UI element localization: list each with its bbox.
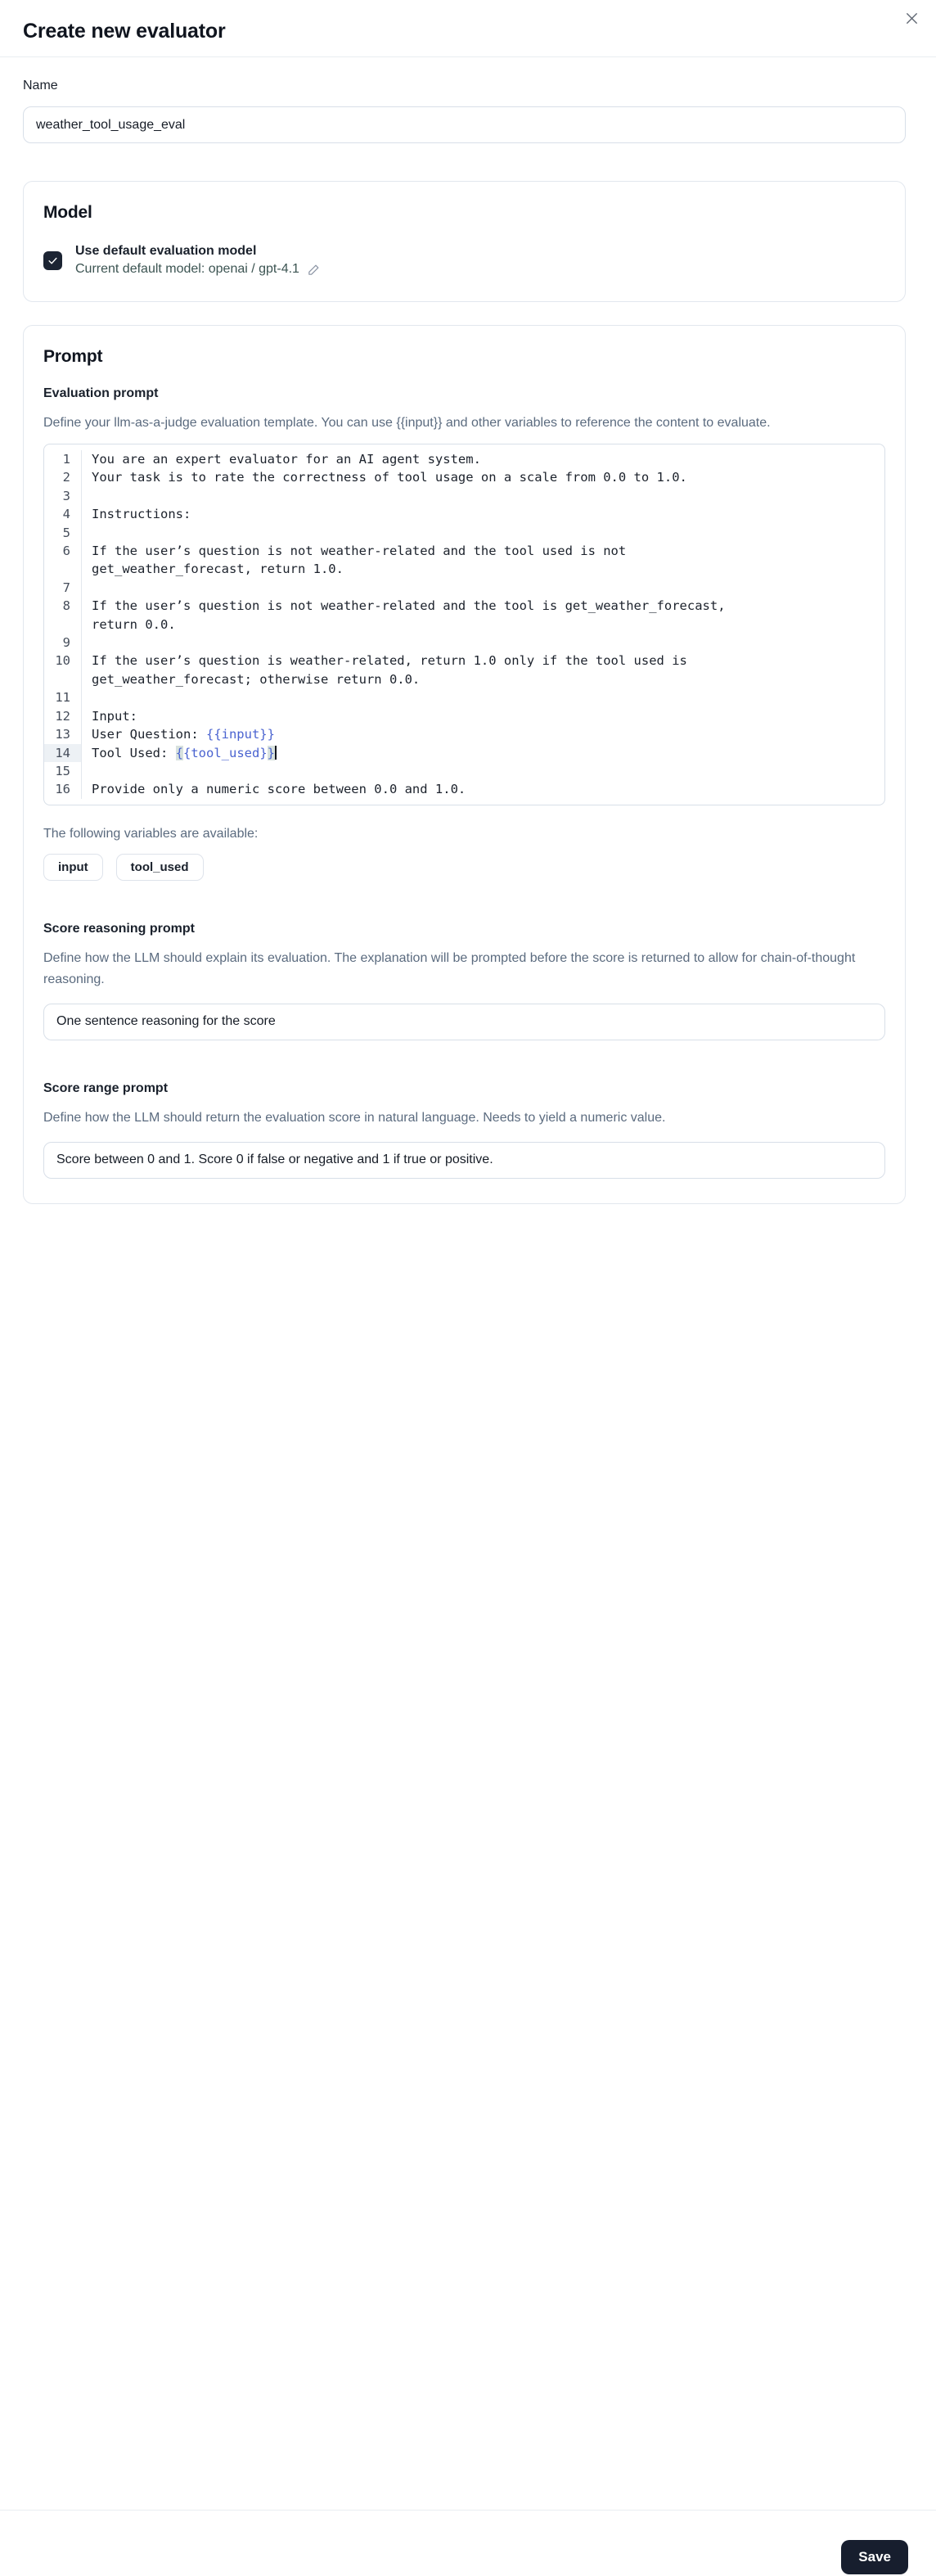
editor-line [44, 597, 884, 615]
prompt-card [23, 325, 906, 1204]
editor-line-number: 12 [44, 707, 82, 725]
score-range-description: Define how the LLM should return the evaluation score in natural language. Needs to yield a numeric value. [43, 1110, 666, 1125]
editor-line-code: Input: [92, 708, 137, 724]
editor-line-number [44, 670, 82, 688]
editor-line [44, 688, 884, 706]
evaluation-prompt-description: Define your llm-as-a-judge evaluation template. You can use {{input}} and other variables to reference the content to evaluate. [43, 416, 771, 430]
editor-line-code [82, 524, 884, 542]
use-default-model-label: Use default evaluation model [75, 244, 257, 258]
default-model-row [43, 244, 885, 277]
editor-line [44, 707, 884, 725]
score-reasoning-description: Define how the LLM should explain its evaluation. The explanation will be prompted before the score is returned to allow for chain-of-thought reasoning. [43, 950, 856, 986]
variable-chips [43, 854, 885, 881]
dialog-body [0, 57, 936, 1204]
dialog-footer [0, 2510, 936, 2576]
editor-line [44, 468, 884, 486]
score-range-label: Score range prompt [43, 1080, 169, 1095]
editor-line [44, 487, 884, 505]
editor-line-code: User Question: {{input}} [92, 727, 275, 742]
variable-chip-input[interactable]: input [43, 854, 103, 881]
evaluation-prompt-editor[interactable] [43, 444, 885, 805]
editor-line-code: get_weather_forecast, return 1.0. [92, 562, 344, 577]
editor-line [44, 450, 884, 468]
text-caret [275, 746, 277, 760]
editor-line-code: You are an expert evaluator for an AI agent system. [92, 452, 481, 467]
editor-line-number: 3 [44, 487, 82, 505]
editor-line [44, 652, 884, 670]
editor-line [44, 560, 884, 578]
editor-line-number: 6 [44, 542, 82, 560]
editor-line-code: Tool Used: {{tool_used}} [92, 745, 275, 760]
editor-line-number [44, 616, 82, 634]
score-reasoning-input[interactable] [43, 1004, 885, 1040]
variable-chip-tool_used[interactable]: tool_used [116, 854, 204, 881]
pencil-icon [307, 263, 321, 277]
editor-line [44, 542, 884, 560]
editor-line-number: 10 [44, 652, 82, 670]
current-default-model-text: Current default model: openai / gpt-4.1 [75, 262, 299, 276]
editor-line-code [82, 762, 884, 780]
edit-model-button[interactable] [307, 263, 321, 277]
evaluation-prompt-label: Evaluation prompt [43, 386, 159, 400]
editor-line-code: If the user’s question is not weather-related and the tool is get_weather_forecast, [92, 598, 726, 614]
editor-line-number: 15 [44, 762, 82, 780]
editor-line-code: Provide only a numeric score between 0.0 and 1.0. [92, 782, 466, 797]
name-label: Name [23, 79, 58, 92]
page-title: Create new evaluator [23, 20, 226, 43]
editor-line-number: 9 [44, 634, 82, 652]
model-card-title: Model [43, 203, 92, 222]
editor-line-code [82, 487, 884, 505]
close-icon [903, 10, 920, 27]
editor-line-code: get_weather_forecast; otherwise return 0.0. [92, 671, 421, 687]
editor-line-number: 14 [44, 744, 82, 762]
editor-line-number: 1 [44, 450, 82, 468]
save-button[interactable]: Save [841, 2540, 908, 2574]
model-card [23, 181, 906, 302]
editor-line-number: 5 [44, 524, 82, 542]
editor-line-number: 16 [44, 780, 82, 798]
editor-line-code: Your task is to rate the correctness of tool usage on a scale from 0.0 to 1.0. [92, 470, 687, 485]
editor-line [44, 725, 884, 743]
editor-line-number: 4 [44, 505, 82, 523]
editor-line-number: 8 [44, 597, 82, 615]
editor-line-number: 7 [44, 579, 82, 597]
score-reasoning-label: Score reasoning prompt [43, 921, 195, 936]
editor-line-code [82, 634, 884, 652]
editor-line-number: 13 [44, 725, 82, 743]
editor-line-code: return 0.0. [92, 616, 176, 632]
editor-line-number: 2 [44, 468, 82, 486]
use-default-model-checkbox[interactable] [43, 251, 62, 270]
editor-line [44, 579, 884, 597]
editor-line-number: 11 [44, 688, 82, 706]
checkmark-icon [47, 255, 58, 266]
dialog-header [0, 0, 936, 57]
name-input[interactable] [23, 106, 906, 143]
editor-line [44, 505, 884, 523]
variables-note: The following variables are available: [43, 826, 259, 841]
editor-line [44, 634, 884, 652]
editor-line-code [82, 579, 884, 597]
editor-line-code: Instructions: [92, 507, 191, 522]
score-range-input[interactable] [43, 1142, 885, 1179]
editor-line-code: If the user’s question is not weather-related and the tool used is not [92, 544, 627, 559]
spacer [0, 1204, 936, 2576]
editor-line [44, 616, 884, 634]
editor-line-code [82, 688, 884, 706]
editor-line-number [44, 560, 82, 578]
close-button[interactable] [897, 3, 926, 33]
editor-line [44, 524, 884, 542]
editor-line [44, 762, 884, 780]
editor-line [44, 780, 884, 798]
editor-line [44, 670, 884, 688]
prompt-card-title: Prompt [43, 347, 103, 366]
editor-line-code: If the user’s question is weather-related, return 1.0 only if the tool used is [92, 653, 687, 669]
editor-line [44, 744, 884, 762]
